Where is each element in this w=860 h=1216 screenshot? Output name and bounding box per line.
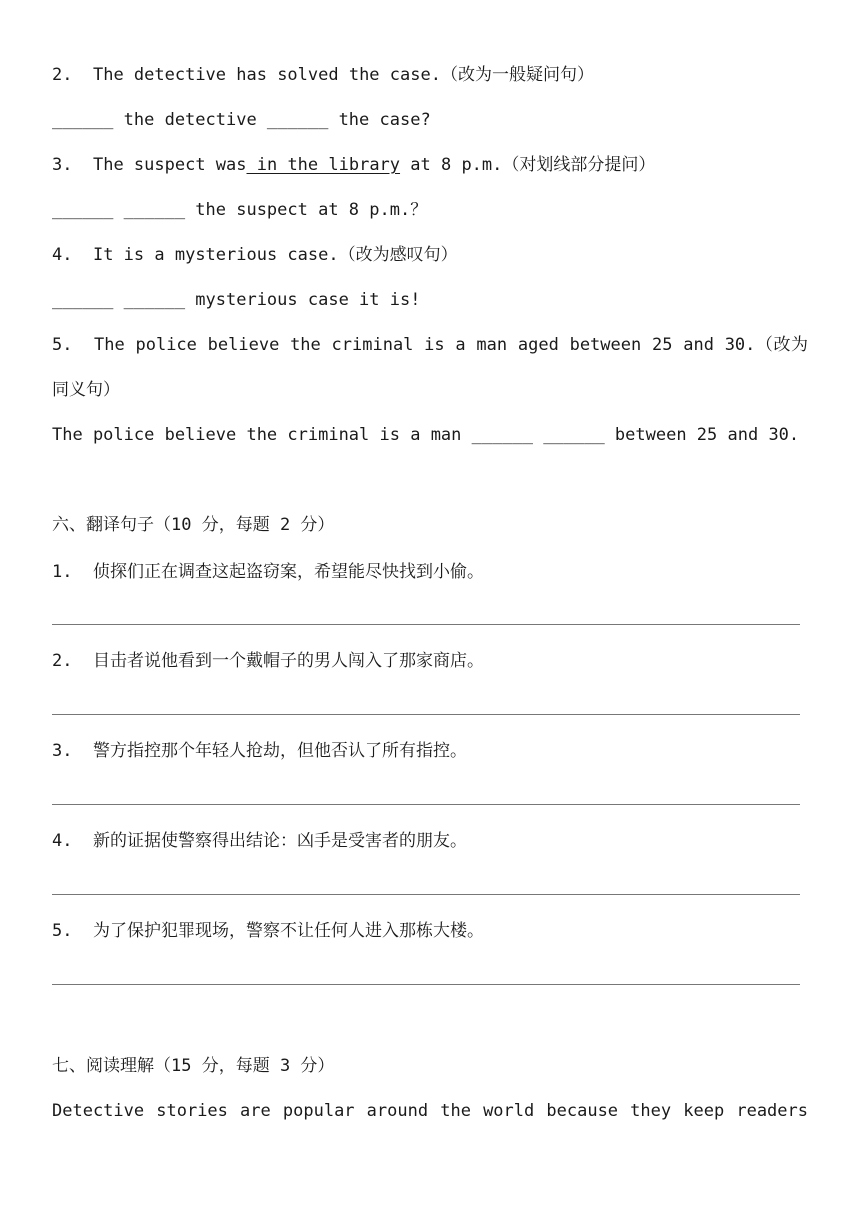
- item-text: 目击者说他看到一个戴帽子的男人闯入了那家商店。: [92, 651, 484, 671]
- item-number: 4.: [52, 831, 73, 851]
- section-heading: 六、翻译句子（10 分，每题 2 分）: [52, 515, 335, 535]
- translation-item: [52, 739, 808, 763]
- answer-line: ______ ______ the suspect at 8 p.m.？: [52, 200, 428, 220]
- item-text: 警方指控那个年轻人抢劫，但他否认了所有指控。: [92, 741, 467, 761]
- item-text: 为了保护犯罪现场，警察不让任何人进入那栋大楼。: [92, 921, 484, 941]
- answer-rule: [52, 714, 800, 715]
- answer-rule: [52, 624, 800, 625]
- passage-text: Detective stories are popular around the world because they keep readers: [52, 1101, 808, 1121]
- question-text: The detective has solved the case.（改为一般疑问句）: [92, 65, 594, 85]
- answer-rule: [52, 984, 800, 985]
- answer-rule: [52, 804, 800, 805]
- question-number: 2.: [52, 65, 73, 85]
- answer-line: The police believe the criminal is a man ______ ______ between 25 and 30.: [52, 425, 800, 445]
- translation-item: [52, 919, 808, 943]
- question-text: It is a mysterious case.（改为感叹句）: [92, 245, 458, 265]
- underlined-phrase: in the library: [246, 155, 401, 175]
- item-number: 5.: [52, 921, 73, 941]
- question-5-2: [52, 63, 808, 87]
- answer-line: ______ ______ mysterious case it is!: [52, 290, 421, 310]
- translation-item: [52, 649, 808, 673]
- item-number: 3.: [52, 741, 73, 761]
- translation-item: [52, 560, 808, 584]
- item-text: 侦探们正在调查这起盗窃案，希望能尽快找到小偷。: [92, 562, 484, 582]
- question-5-5: [52, 333, 808, 357]
- question-text-continued: 同义句）: [52, 380, 120, 400]
- question-text: at 8 p.m.（对划线部分提问）: [400, 155, 656, 175]
- question-text: The police believe the criminal is a man aged between 25 and 30.（改为: [94, 335, 808, 355]
- question-number: 4.: [52, 245, 73, 265]
- answer-line: ______ the detective ______ the case?: [52, 110, 431, 130]
- translation-item: [52, 829, 808, 853]
- item-number: 2.: [52, 651, 73, 671]
- section-heading: 七、阅读理解（15 分，每题 3 分）: [52, 1056, 335, 1076]
- item-number: 1.: [52, 562, 73, 582]
- item-text: 新的证据使警察得出结论：凶手是受害者的朋友。: [92, 831, 467, 851]
- answer-rule: [52, 894, 800, 895]
- question-5-3: [52, 153, 808, 177]
- question-text: The suspect was: [92, 155, 247, 175]
- question-number: 5.: [52, 335, 73, 355]
- question-number: 3.: [52, 155, 73, 175]
- question-5-4: [52, 243, 808, 267]
